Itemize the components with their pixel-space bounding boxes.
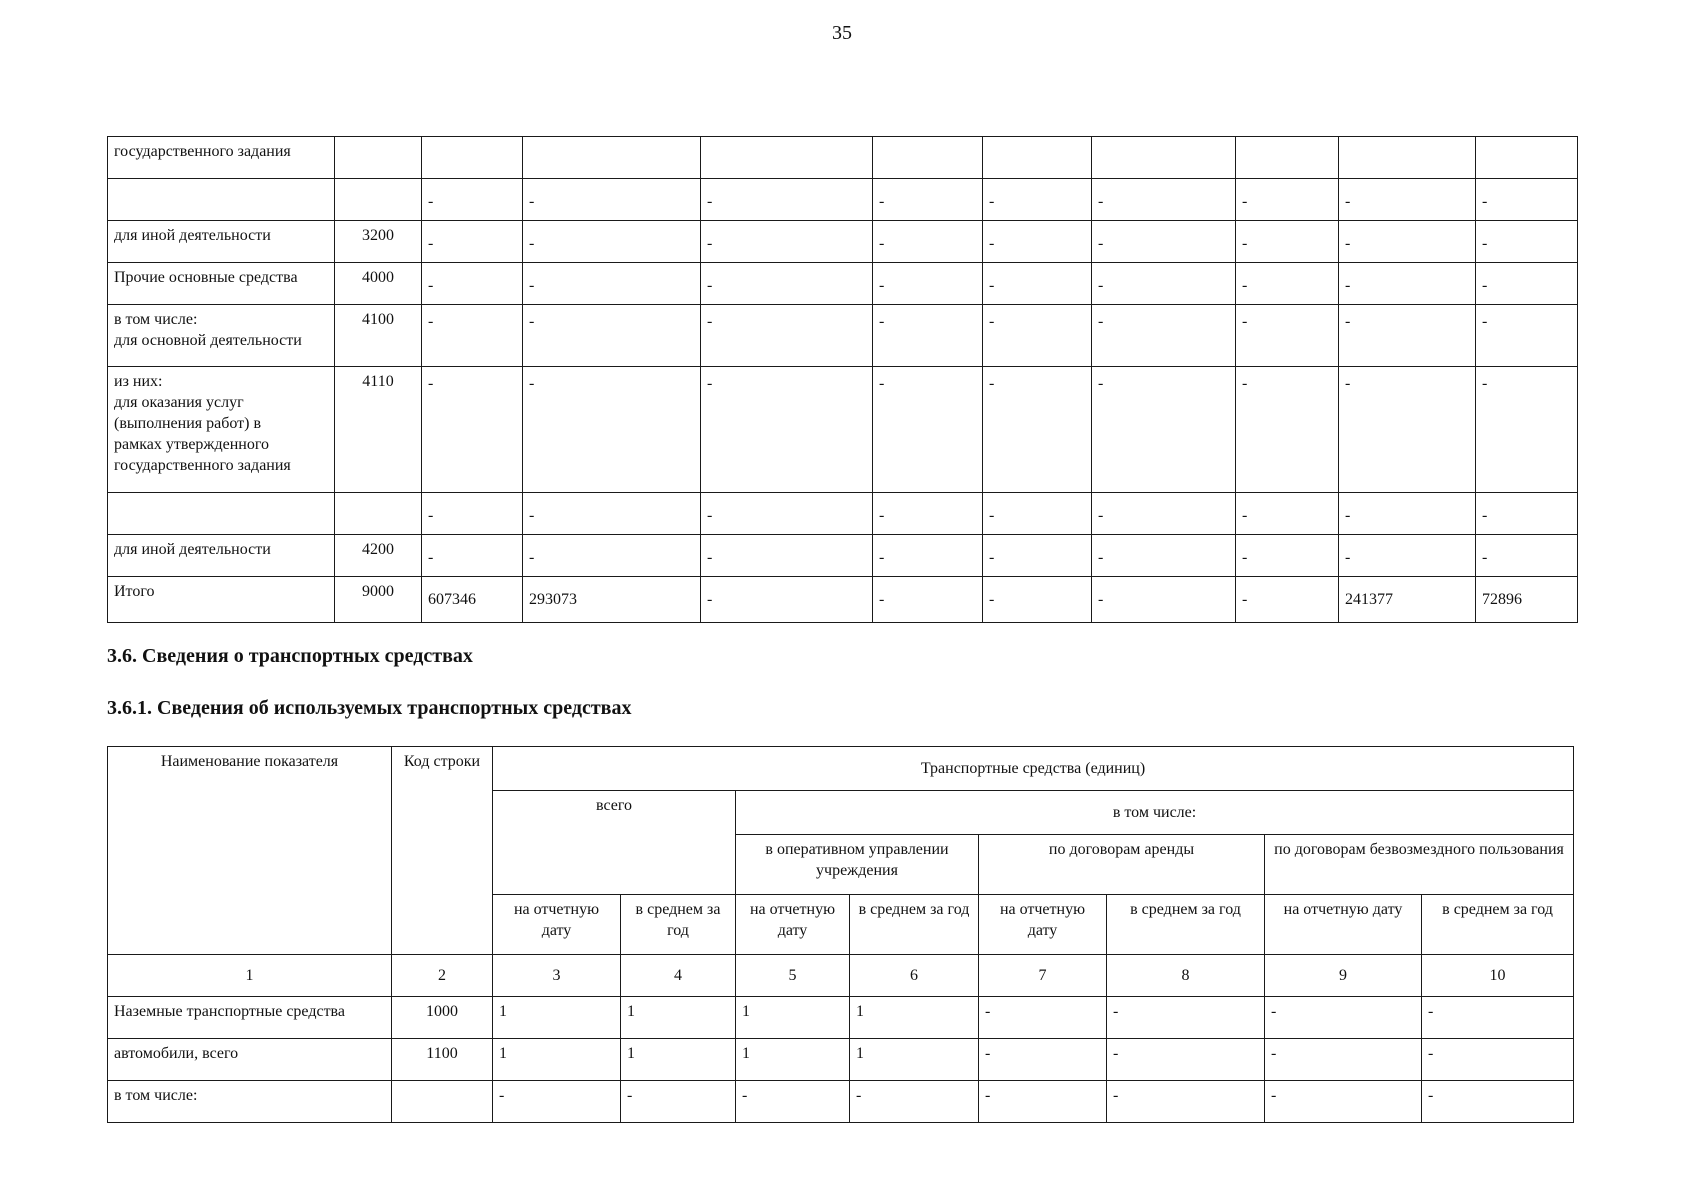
value-cell: - (1236, 367, 1339, 493)
value-cell: - (1236, 263, 1339, 305)
column-number: 4 (621, 955, 736, 997)
value-cell: - (701, 535, 873, 577)
value-cell: - (1476, 263, 1578, 305)
value-cell: - (701, 367, 873, 493)
value-cell: - (1339, 263, 1476, 305)
value-cell: - (422, 263, 523, 305)
table-row (108, 1081, 1574, 1123)
value-cell: - (1092, 263, 1236, 305)
table-row (108, 263, 1578, 305)
row-code (335, 493, 422, 535)
value-cell: - (873, 493, 983, 535)
indicator-name: в том числе: для основной деятельности (108, 305, 335, 367)
value-cell: - (873, 305, 983, 367)
value-cell: - (1476, 221, 1578, 263)
value-cell: - (1092, 493, 1236, 535)
table-row (108, 577, 1578, 623)
value-cell: - (1422, 997, 1574, 1039)
value-cell: 1 (850, 997, 979, 1039)
value-cell: - (873, 577, 983, 623)
value-cell (422, 137, 523, 179)
value-cell: - (1092, 221, 1236, 263)
value-cell: 241377 (1339, 577, 1476, 623)
value-cell: - (873, 535, 983, 577)
indicator-name: автомобили, всего (108, 1039, 392, 1081)
value-cell: - (523, 493, 701, 535)
header-total: всего (493, 791, 736, 895)
value-cell: - (1236, 493, 1339, 535)
table-row (108, 535, 1578, 577)
row-code (335, 179, 422, 221)
value-cell: - (523, 535, 701, 577)
indicator-name: государственного задания (108, 137, 335, 179)
column-number: 8 (1107, 955, 1265, 997)
value-cell: - (523, 263, 701, 305)
value-cell: - (736, 1081, 850, 1123)
value-cell: - (1092, 535, 1236, 577)
value-cell (1339, 137, 1476, 179)
value-cell: - (1339, 221, 1476, 263)
value-cell: 1 (736, 1039, 850, 1081)
value-cell: - (1236, 305, 1339, 367)
value-cell: - (983, 367, 1092, 493)
value-cell: - (1236, 221, 1339, 263)
value-cell: - (422, 535, 523, 577)
value-cell: - (422, 179, 523, 221)
value-cell (523, 137, 701, 179)
value-cell: - (1092, 305, 1236, 367)
value-cell: - (1422, 1039, 1574, 1081)
value-cell: - (1339, 493, 1476, 535)
value-cell (1476, 137, 1578, 179)
value-cell: - (983, 535, 1092, 577)
value-cell: - (873, 221, 983, 263)
indicator-name: из них: для оказания услуг (выполнения работ) в рамках утвержденного государственного задания (108, 367, 335, 493)
value-cell: - (1236, 535, 1339, 577)
value-cell: 1 (621, 997, 736, 1039)
page-number: 35 (832, 22, 852, 44)
value-cell: - (701, 493, 873, 535)
fixed-assets-table (107, 136, 1578, 623)
value-cell: - (1422, 1081, 1574, 1123)
table-row (108, 179, 1578, 221)
value-cell: - (701, 577, 873, 623)
value-cell: - (1236, 179, 1339, 221)
header-sub-period: на отчетную дату (1265, 895, 1422, 955)
value-cell: - (523, 367, 701, 493)
value-cell: - (422, 493, 523, 535)
value-cell (983, 137, 1092, 179)
header-free-use: по договорам безвозмездного пользования (1265, 835, 1574, 895)
value-cell: - (979, 1081, 1107, 1123)
column-number: 7 (979, 955, 1107, 997)
indicator-name (108, 179, 335, 221)
value-cell: - (873, 179, 983, 221)
value-cell: - (983, 221, 1092, 263)
value-cell (1092, 137, 1236, 179)
row-code: 9000 (335, 577, 422, 623)
table-row (108, 221, 1578, 263)
row-code: 4100 (335, 305, 422, 367)
column-number: 5 (736, 955, 850, 997)
value-cell: - (983, 577, 1092, 623)
column-number: 3 (493, 955, 621, 997)
value-cell: 1 (850, 1039, 979, 1081)
header-sub-period: в среднем за год (850, 895, 979, 955)
indicator-name: в том числе: (108, 1081, 392, 1123)
row-code: 1100 (392, 1039, 493, 1081)
header-sub-period: в среднем за год (1422, 895, 1574, 955)
value-cell: 607346 (422, 577, 523, 623)
indicator-name (108, 493, 335, 535)
value-cell: - (1265, 1081, 1422, 1123)
header-sub-period: в среднем за год (621, 895, 736, 955)
header-vehicles-group: Транспортные средства (единиц) (493, 747, 1574, 791)
value-cell: - (873, 367, 983, 493)
value-cell: - (1476, 493, 1578, 535)
table-row (108, 305, 1578, 367)
row-code (392, 1081, 493, 1123)
table-row (108, 1039, 1574, 1081)
value-cell: - (1476, 305, 1578, 367)
value-cell: - (1476, 535, 1578, 577)
value-cell: - (983, 263, 1092, 305)
value-cell: - (1339, 367, 1476, 493)
value-cell: - (701, 221, 873, 263)
indicator-name: Наземные транспортные средства (108, 997, 392, 1039)
value-cell (873, 137, 983, 179)
column-number: 10 (1422, 955, 1574, 997)
value-cell: 1 (493, 997, 621, 1039)
column-number: 2 (392, 955, 493, 997)
header-operational-management: в оперативном управлении учреждения (736, 835, 979, 895)
row-code: 3200 (335, 221, 422, 263)
value-cell: - (850, 1081, 979, 1123)
value-cell: - (1092, 179, 1236, 221)
value-cell: - (979, 997, 1107, 1039)
header-including: в том числе: (736, 791, 1574, 835)
subsection-heading: 3.6.1. Сведения об используемых транспортных средствах (107, 697, 632, 719)
section-heading: 3.6. Сведения о транспортных средствах (107, 645, 473, 667)
indicator-name: для иной деятельности (108, 221, 335, 263)
header-lease: по договорам аренды (979, 835, 1265, 895)
indicator-name: для иной деятельности (108, 535, 335, 577)
header-indicator-name: Наименование показателя (108, 747, 392, 955)
value-cell (1236, 137, 1339, 179)
header-sub-period: в среднем за год (1107, 895, 1265, 955)
value-cell: - (1092, 577, 1236, 623)
column-number: 6 (850, 955, 979, 997)
value-cell: - (1236, 577, 1339, 623)
value-cell: - (523, 305, 701, 367)
value-cell: - (523, 179, 701, 221)
value-cell: - (1107, 997, 1265, 1039)
row-code: 4110 (335, 367, 422, 493)
row-code: 4000 (335, 263, 422, 305)
value-cell: - (873, 263, 983, 305)
value-cell (701, 137, 873, 179)
table-row (108, 493, 1578, 535)
value-cell: - (983, 493, 1092, 535)
value-cell: - (422, 221, 523, 263)
table-row (108, 367, 1578, 493)
indicator-name: Итого (108, 577, 335, 623)
row-code: 4200 (335, 535, 422, 577)
value-cell: - (701, 263, 873, 305)
header-sub-period: на отчетную дату (493, 895, 621, 955)
value-cell: - (701, 305, 873, 367)
value-cell: - (1339, 535, 1476, 577)
value-cell: - (1265, 997, 1422, 1039)
indicator-name: Прочие основные средства (108, 263, 335, 305)
value-cell: - (1107, 1081, 1265, 1123)
value-cell: - (493, 1081, 621, 1123)
value-cell: - (979, 1039, 1107, 1081)
value-cell: 1 (493, 1039, 621, 1081)
header-row-code: Код строки (392, 747, 493, 955)
value-cell: - (983, 179, 1092, 221)
value-cell: - (1476, 179, 1578, 221)
value-cell: 1 (736, 997, 850, 1039)
value-cell: - (1339, 305, 1476, 367)
header-sub-period: на отчетную дату (736, 895, 850, 955)
value-cell: - (1092, 367, 1236, 493)
value-cell: - (1107, 1039, 1265, 1081)
value-cell: - (523, 221, 701, 263)
column-number: 1 (108, 955, 392, 997)
vehicles-table (107, 746, 1574, 1123)
header-sub-period: на отчетную дату (979, 895, 1107, 955)
value-cell: - (1339, 179, 1476, 221)
value-cell: 293073 (523, 577, 701, 623)
value-cell: - (422, 367, 523, 493)
row-code (335, 137, 422, 179)
column-number: 9 (1265, 955, 1422, 997)
value-cell: - (621, 1081, 736, 1123)
value-cell: 72896 (1476, 577, 1578, 623)
value-cell: - (983, 305, 1092, 367)
value-cell: - (701, 179, 873, 221)
value-cell: - (422, 305, 523, 367)
value-cell: 1 (621, 1039, 736, 1081)
table-row (108, 997, 1574, 1039)
value-cell: - (1265, 1039, 1422, 1081)
value-cell: - (1476, 367, 1578, 493)
table-row (108, 137, 1578, 179)
row-code: 1000 (392, 997, 493, 1039)
